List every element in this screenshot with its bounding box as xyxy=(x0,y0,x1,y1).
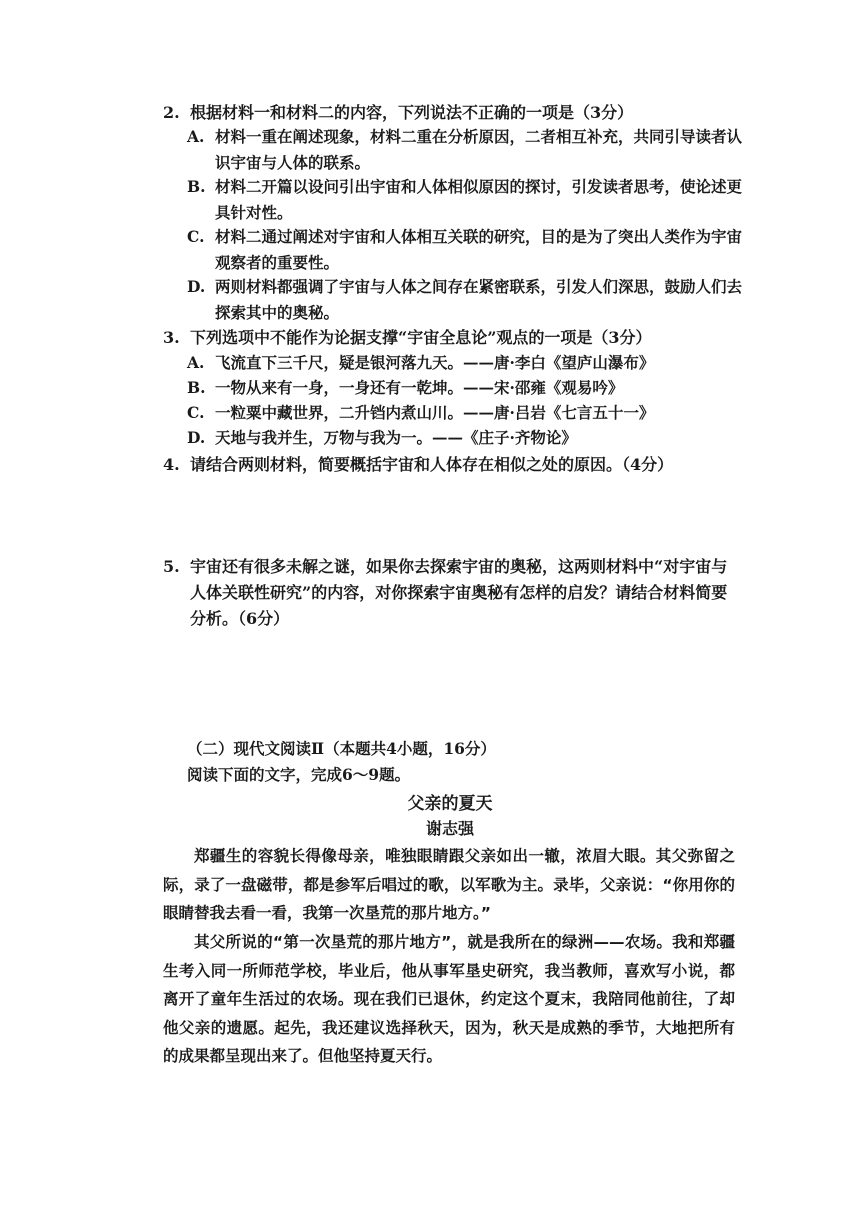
option-label: A. xyxy=(187,127,205,146)
option-label: B. xyxy=(187,177,206,196)
option-label: D. xyxy=(187,277,206,296)
option-label: C. xyxy=(187,403,205,422)
question-number: 2. xyxy=(163,103,180,122)
option-text: 飞流直下三千尺，疑是银河落九天。——唐·李白《望庐山瀑布》 xyxy=(215,353,655,372)
option-b xyxy=(187,174,742,226)
option-a xyxy=(187,124,742,176)
option-label: C. xyxy=(187,227,205,246)
option-text: 一粒粟中藏世界，二升铛内煮山川。——唐·吕岩《七言五十一》 xyxy=(215,403,655,422)
question-4-stem xyxy=(163,452,753,478)
question-number: 4. xyxy=(163,455,180,474)
article-author: 谢志强 xyxy=(425,819,474,838)
section-instruction: 阅读下面的文字，完成6～9题。 xyxy=(187,765,411,784)
question-text: 请结合两则材料，简要概括宇宙和人体存在相似之处的原因。（4分） xyxy=(190,455,674,474)
option-text: 两则材料都强调了宇宙与人体之间存在紧密联系，引发人们深思，鼓励人们去探索其中的奥秘。 xyxy=(215,277,743,322)
question-3-stem xyxy=(163,325,753,351)
question-text: 宇宙还有很多未解之谜，如果你去探索宇宙的奥秘，这两则材料中“对宇宙与人体关联性研究”的内容，对你探索宇宙奥秘有怎样的启发？请结合材料简要分析。（6分） xyxy=(190,557,728,628)
option-text: 材料二通过阐述对宇宙和人体相互关联的研究，目的是为了突出人类作为宇宙观察者的重要性。 xyxy=(215,227,743,272)
option-d xyxy=(187,425,742,451)
option-label: A. xyxy=(187,353,205,372)
option-text: 天地与我并生，万物与我为一。——《庄子·齐物论》 xyxy=(215,428,577,447)
question-text: 根据材料一和材料二的内容，下列说法不正确的一项是（3分） xyxy=(190,103,634,122)
option-d xyxy=(187,274,742,326)
question-number: 3. xyxy=(163,328,180,347)
option-b xyxy=(187,375,742,401)
question-text: 下列选项中不能作为论据支撑“宇宙全息论”观点的一项是（3分） xyxy=(190,328,652,347)
option-c xyxy=(187,400,742,426)
article-paragraph: 其父所说的“第一次垦荒的那片地方”，就是我所在的绿洲——农场。我和郑疆生考入同一所师范学校，毕业后，他从事军垦史研究，我当教师，喜欢写小说，都离开了童年生活过的农场。现在我们已退休，约定这个夏末，我陪同他前往，了却他父亲的遗愿。起先，我还建议选择秋天，因为，秋天是成熟的季节，大地把所有的成果都呈现出来了。但他坚持夏天行。 xyxy=(163,933,735,1065)
question-number: 5. xyxy=(163,557,180,576)
section-heading: （二）现代文阅读Ⅱ（本题共4小题，16分） xyxy=(187,739,496,758)
option-c xyxy=(187,224,742,276)
question-2-stem xyxy=(163,100,753,126)
article-paragraph: 郑疆生的容貌长得像母亲，唯独眼睛跟父亲如出一辙，浓眉大眼。其父弥留之际，录了一盘磁带，都是参军后唱过的歌，以军歌为主。录毕，父亲说：“你用你的眼睛替我去看一看，我第一次垦荒的那片地方。” xyxy=(163,847,735,922)
option-label: B. xyxy=(187,378,206,397)
question-5-stem xyxy=(163,554,735,632)
option-text: 材料一重在阐述现象，材料二重在分析原因，二者相互补充，共同引导读者认识宇宙与人体的联系。 xyxy=(215,127,743,172)
option-label: D. xyxy=(187,428,206,447)
option-text: 一物从来有一身，一身还有一乾坤。——宋·邵雍《观易吟》 xyxy=(215,378,624,397)
option-a xyxy=(187,350,742,376)
article-title: 父亲的夏天 xyxy=(407,794,493,814)
option-text: 材料二开篇以设问引出宇宙和人体相似原因的探讨，引发读者思考，使论述更具针对性。 xyxy=(215,177,743,222)
